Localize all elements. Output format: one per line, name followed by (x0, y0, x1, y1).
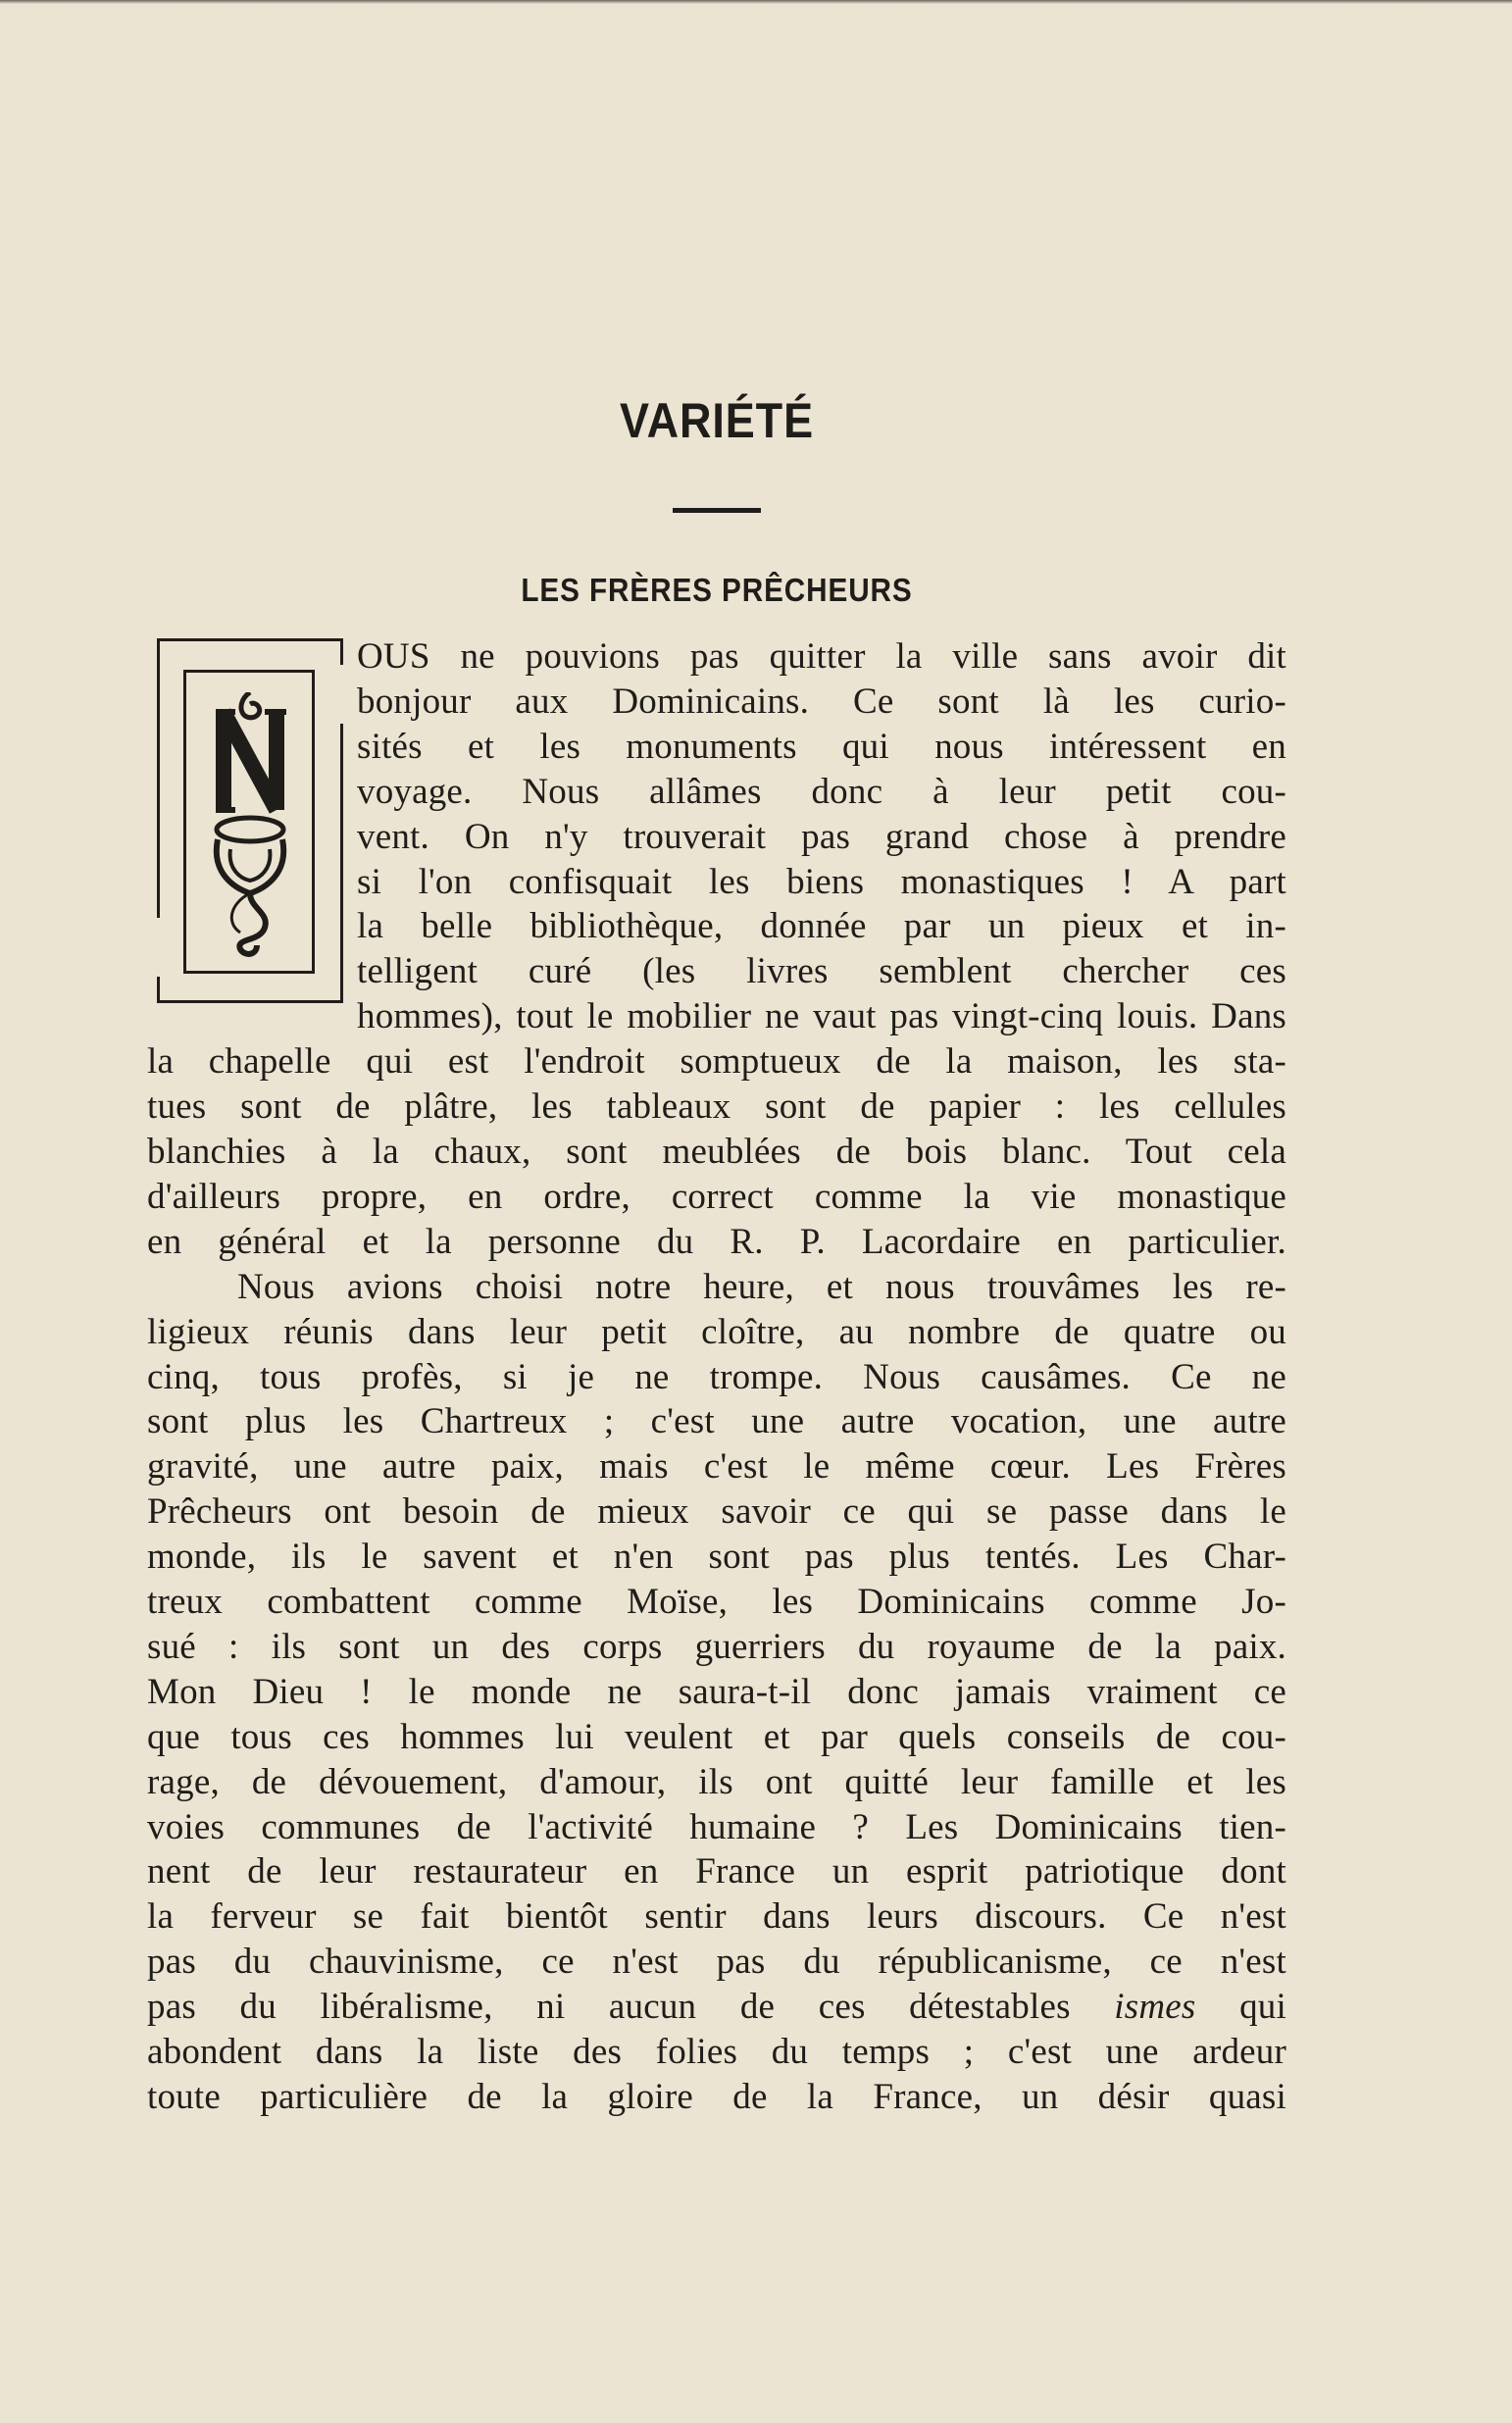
text-line: bonjour aux Dominicains. Ce sont là les curio- (357, 681, 1286, 722)
text-line: sué : ils sont un des corps guerriers du royaume de la paix. (147, 1626, 1286, 1667)
text-line: la chapelle qui est l'endroit somptueux de la maison, les sta- (147, 1041, 1286, 1083)
text-line: ligieux réunis dans leur petit cloître, au nombre de quatre ou (147, 1311, 1286, 1352)
text-line: nent de leur restaurateur en France un esprit patriotique dont (147, 1851, 1286, 1893)
text-line: cinq, tous profès, si je ne trompe. Nous causâmes. Ce ne (147, 1356, 1286, 1397)
text-line: sont plus les Chartreux ; c'est une autre vocation, une autre (147, 1401, 1286, 1442)
text-line: tues sont de plâtre, les tableaux sont de papier : les cellules (147, 1086, 1286, 1128)
article-subtitle: LES FRÈRES PRÊCHEURS (521, 572, 913, 608)
dropcap-letter-n-icon (196, 692, 304, 957)
dropcap-ornament (157, 638, 343, 1003)
text-line: OUS ne pouvions pas quitter la ville sans avoir dit (357, 636, 1286, 677)
text-line: gravité, une autre paix, mais c'est le même cœur. Les Frères (147, 1446, 1286, 1488)
page-top-edge (0, 0, 1512, 4)
text-line: sités et les monuments qui nous intéressent en (357, 726, 1286, 767)
text-fragment: qui (1195, 1987, 1286, 2028)
text-line: Prêcheurs ont besoin de mieux savoir ce qui se passe dans le (147, 1491, 1286, 1533)
italic-word: ismes (1114, 1987, 1196, 2028)
text-line: blanchies à la chaux, sont meublées de bois blanc. Tout cela (147, 1131, 1286, 1172)
title-rule (673, 508, 761, 513)
text-line: voies communes de l'activité humaine ? Les Dominicains tien- (147, 1806, 1286, 1847)
text-line: monde, ils le savent et n'en sont pas plus tentés. Les Char- (147, 1537, 1286, 1578)
text-line: que tous ces hommes lui veulent et par quels conseils de cou- (147, 1716, 1286, 1757)
text-line: rage, de dévouement, d'amour, ils ont quitté leur famille et les (147, 1761, 1286, 1802)
text-line: Mon Dieu ! le monde ne saura-t-il donc jamais vraiment ce (147, 1671, 1286, 1712)
text-line: la ferveur se fait bientôt sentir dans leurs discours. Ce n'est (147, 1896, 1286, 1938)
text-line: d'ailleurs propre, en ordre, correct comme la vie monastique (147, 1176, 1286, 1217)
text-line: treux combattent comme Moïse, les Dominicains comme Jo- (147, 1582, 1286, 1623)
text-line: en général et la personne du R. P. Lacordaire en particulier. (147, 1221, 1286, 1262)
text-line: toute particulière de la gloire de la France, un désir quasi (147, 2077, 1286, 2117)
paragraph-2 (147, 1265, 1286, 2120)
text-line: la belle bibliothèque, donnée par un pieux et in- (357, 906, 1286, 947)
text-fragment: pas du libéralisme, ni aucun de ces détestables (147, 1987, 1115, 2028)
page-content (147, 392, 1286, 2120)
text-line: telligent curé (les livres semblent chercher ces (357, 951, 1286, 992)
text-line: si l'on confisquait les biens monastiques ! A part (357, 861, 1286, 902)
text-line: hommes), tout le mobilier ne vaut pas vingt-cinq louis. Dans (357, 996, 1286, 1037)
text-line: Nous avions choisi notre heure, et nous trouvâmes les re- (237, 1266, 1286, 1307)
text-line (147, 1985, 1286, 2030)
text-line: voyage. Nous allâmes donc à leur petit cou- (357, 771, 1286, 812)
text-line: pas du chauvinisme, ce n'est pas du républicanisme, ce n'est (147, 1942, 1286, 1983)
article-title: VARIÉTÉ (620, 393, 814, 448)
text-line: abondent dans la liste des folies du temps ; c'est une ardeur (147, 2032, 1286, 2073)
article-body (147, 634, 1286, 2120)
text-line: vent. On n'y trouverait pas grand chose à prendre (357, 816, 1286, 857)
